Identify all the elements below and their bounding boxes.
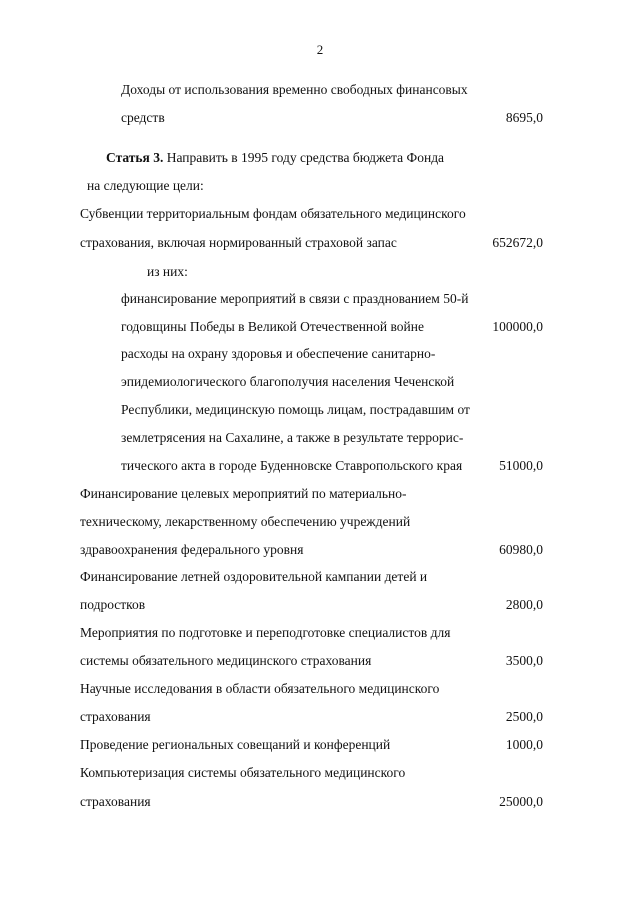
victory-line-1: финансирование мероприятий в связи с празднованием 50-й <box>121 291 469 306</box>
subventions-line-1: Субвенции территориальным фондам обязательного медицинского <box>80 206 466 221</box>
article-label: Статья 3. <box>106 150 164 165</box>
computer-amount: 25000,0 <box>499 794 543 809</box>
federal-line-2: техническому, лекарственному обеспечению учреждений <box>80 514 411 529</box>
chechnya-line-3: Республики, медицинскую помощь лицам, пострадавшим от <box>121 402 470 417</box>
federal-line-3: здравоохранения федерального уровня <box>80 542 304 557</box>
federal-line-1: Финансирование целевых мероприятий по материально- <box>80 486 407 501</box>
computer-line-2: страхования <box>80 794 151 809</box>
training-line-1: Мероприятия по подготовке и переподготовке специалистов для <box>80 625 451 640</box>
victory-amount: 100000,0 <box>492 319 543 334</box>
research-line-2: страхования <box>80 709 151 724</box>
victory-line-2: годовщины Победы в Великой Отечественной войне <box>121 319 424 334</box>
summer-line-2: подростков <box>80 597 146 612</box>
income-line-2: средств <box>121 110 165 125</box>
chechnya-line-4: землетрясения на Сахалине, а также в результате террорис- <box>121 430 464 445</box>
chechnya-line-1: расходы на охрану здоровья и обеспечение санитарно- <box>121 346 436 361</box>
chechnya-line-2: эпидемиологического благополучия населения Чеченской <box>121 374 455 389</box>
income-amount: 8695,0 <box>505 110 543 125</box>
article-heading <box>106 150 444 166</box>
of-which-label: из них: <box>147 264 188 279</box>
income-line-1: Доходы от использования временно свободных финансовых <box>121 82 468 97</box>
research-line-1: Научные исследования в области обязательного медицинского <box>80 681 440 696</box>
subventions-amount: 652672,0 <box>492 235 543 250</box>
federal-amount: 60980,0 <box>499 542 543 557</box>
training-amount: 3500,0 <box>505 653 543 668</box>
article-line-2: на следующие цели: <box>87 178 204 193</box>
training-line-2: системы обязательного медицинского страхования <box>80 653 372 668</box>
chechnya-amount: 51000,0 <box>499 458 543 473</box>
article-text: Направить в 1995 году средства бюджета Фонда <box>163 150 445 165</box>
subventions-line-2: страхования, включая нормированный страховой запас <box>80 235 397 250</box>
chechnya-line-5: тического акта в городе Буденновске Ставропольского края <box>121 458 463 473</box>
summer-amount: 2800,0 <box>505 597 543 612</box>
research-amount: 2500,0 <box>505 709 543 724</box>
conferences-amount: 1000,0 <box>505 737 543 752</box>
page-number: 2 <box>316 42 324 57</box>
conferences-line: Проведение региональных совещаний и конференций <box>80 737 391 752</box>
computer-line-1: Компьютеризация системы обязательного медицинского <box>80 765 406 780</box>
summer-line-1: Финансирование летней оздоровительной кампании детей и <box>80 569 428 584</box>
